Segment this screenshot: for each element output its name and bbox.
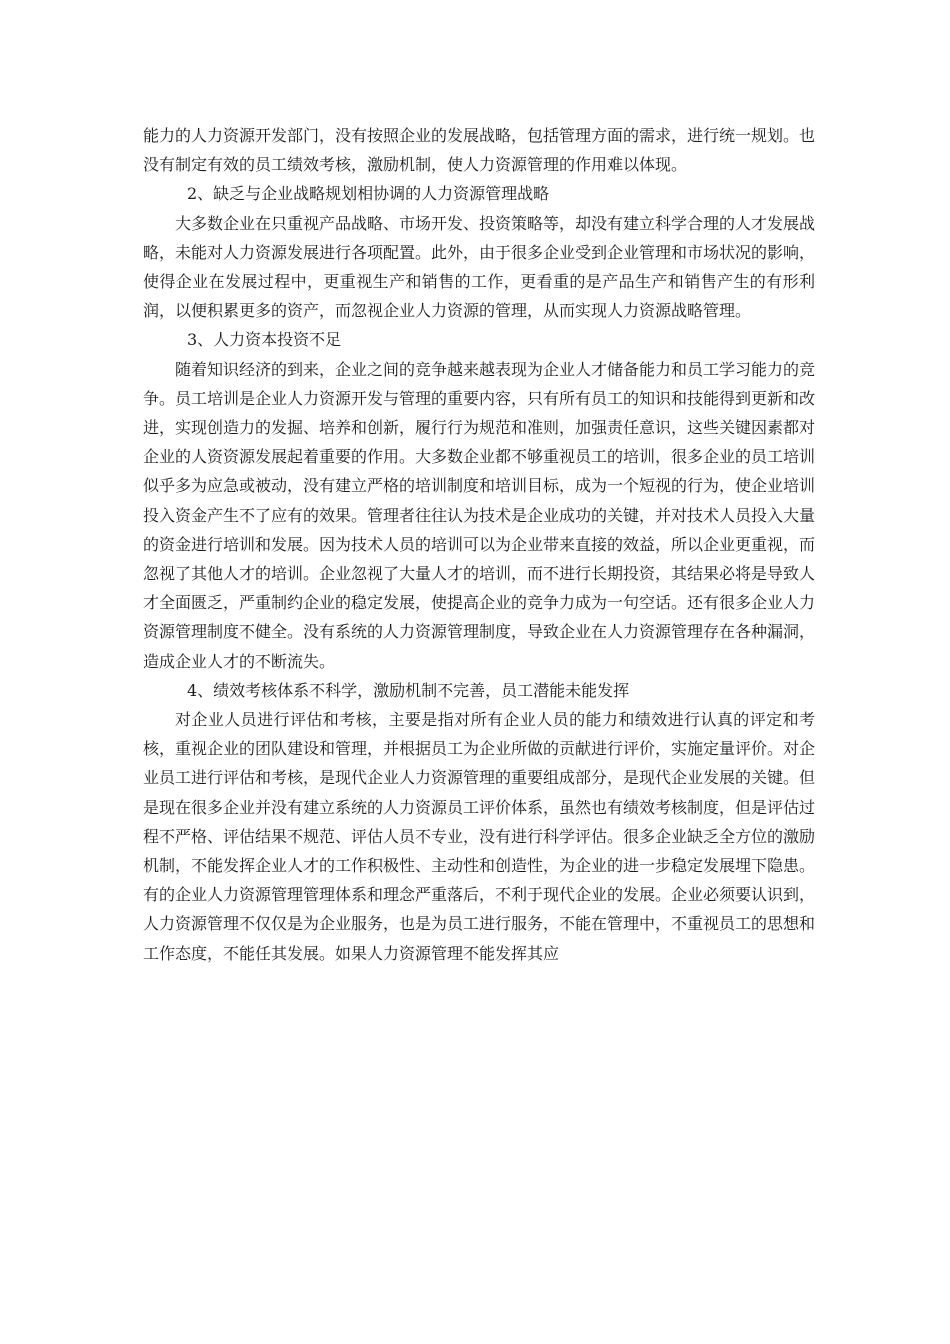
section-heading-4: 4、绩效考核体系不科学，激励机制不完善，员工潜能未能发挥 bbox=[187, 680, 630, 700]
document-body bbox=[143, 121, 815, 968]
paragraph-continuation: 能力的人力资源开发部门，没有按照企业的发展战略，包括管理方面的需求，进行统一规划。也没有制定有效的员工绩效考核，激励机制，使人力资源管理的作用难以体现。 bbox=[143, 126, 816, 175]
paragraph-strategy: 大多数企业在只重视产品战略、市场开发、投资策略等，却没有建立科学合理的人才发展战略，未能对人力资源发展进行各项配置。此外，由于很多企业受到企业管理和市场状况的影响，使得企业在发展过程中，更重视生产和销售的工作，更看重的是产品生产和销售产生的有形利润，以便积累更多的资产，而忽视企业人力资源的管理，从而实现人力资源战略管理。 bbox=[143, 213, 816, 321]
paragraph-investment: 随着知识经济的到来，企业之间的竞争越来越表现为企业人才储备能力和员工学习能力的竞争。员工培训是企业人力资源开发与管理的重要内容，只有所有员工的知识和技能得到更新和改进，实现创造力的发掘、培养和创新，履行行为规范和准则，加强责任意识，这些关键因素都对企业的人资资源发展起着重要的作用。大多数企业都不够重视员工的培训，很多企业的员工培训似乎多为应急或被动，没有建立严格的培训制度和培训目标，成为一个短视的行为，使企业培训投入资金产生不了应有的效果。管理者往往认为技术是企业成功的关键，并对技术人员投入大量的资金进行培训和发展。因为技术人员的培训可以为企业带来直接的效益，所以企业更重视，而忽视了其他人才的培训。企业忽视了大量人才的培训，而不进行长期投资，其结果必将是导致人才全面匮乏，严重制约企业的稳定发展，使提高企业的竞争力成为一句空话。还有很多企业人力资源管理制度不健全。没有系统的人力资源管理制度，导致企业在人力资源管理存在各种漏洞，造成企业人才的不断流失。 bbox=[143, 359, 816, 671]
section-heading-3: 3、人力资本投资不足 bbox=[187, 330, 342, 350]
paragraph-performance: 对企业人员进行评估和考核，主要是指对所有企业人员的能力和绩效进行认真的评定和考核，重视企业的团队建设和管理，并根据员工为企业所做的贡献进行评价，实施定量评价。对企业员工进行评估和考核，是现代企业人力资源管理的重要组成部分，是现代企业发展的关键。但是现在很多企业并没有建立系统的人力资源员工评价体系，虽然也有绩效考核制度，但是评估过程不严格、评估结果不规范、评估人员不专业，没有进行科学评估。很多企业缺乏全方位的激励机制，不能发挥企业人才的工作积极性、主动性和创造性，为企业的进一步稳定发展埋下隐患。有的企业人力资源管理管理体系和理念严重落后，不利于现代企业的发展。企业必须要认识到，人力资源管理不仅仅是为企业服务，也是为员工进行服务，不能在管理中，不重视员工的思想和工作态度，不能任其发展。如果人力资源管理不能发挥其应 bbox=[143, 710, 816, 963]
section-heading-2: 2、缺乏与企业战略规划相协调的人力资源管理战略 bbox=[187, 184, 550, 204]
